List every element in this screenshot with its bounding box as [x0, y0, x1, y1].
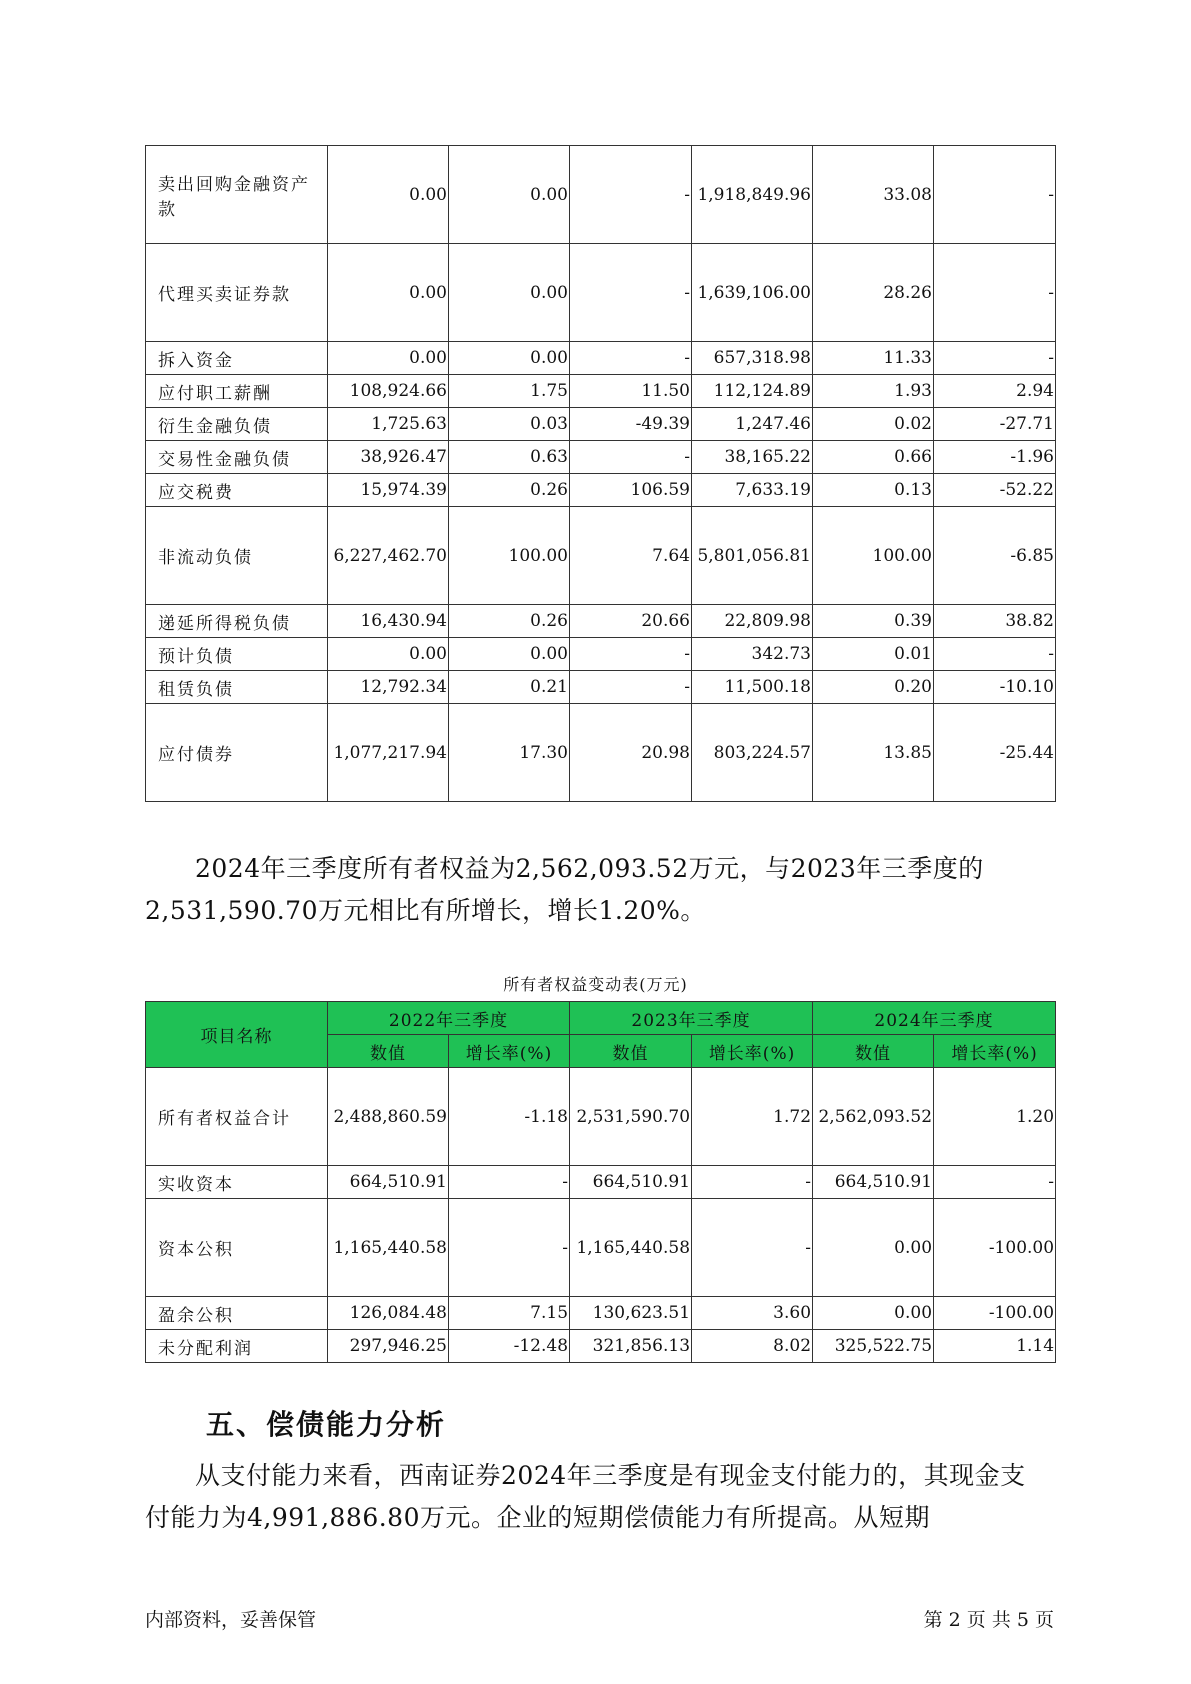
table-cell: 1,918,849.96 — [692, 146, 813, 244]
table-cell: 0.66 — [813, 441, 934, 474]
table-row — [146, 408, 1056, 441]
table-cell: 1.93 — [813, 375, 934, 408]
footer-note: 内部资料，妥善保管 — [145, 1609, 317, 1631]
table-cell: 3.60 — [692, 1297, 813, 1330]
table-cell: 0.01 — [813, 638, 934, 671]
header-row — [146, 1002, 1056, 1035]
table-cell: - — [570, 441, 692, 474]
table-cell: 321,856.13 — [570, 1330, 692, 1363]
table-cell: - — [449, 1166, 570, 1199]
table-row — [146, 605, 1056, 638]
table-cell: 0.00 — [449, 244, 570, 342]
table-cell: 130,623.51 — [570, 1297, 692, 1330]
table-cell: - — [934, 342, 1056, 375]
table-row — [146, 1330, 1056, 1363]
table-cell: -6.85 — [934, 507, 1056, 605]
table-cell: 20.98 — [570, 704, 692, 802]
table-cell: 0.00 — [813, 1199, 934, 1297]
equity-table — [145, 1001, 1056, 1363]
table-cell: 0.00 — [328, 638, 449, 671]
table-cell: 22,809.98 — [692, 605, 813, 638]
table-cell: - — [934, 1166, 1056, 1199]
table-cell: 11.50 — [570, 375, 692, 408]
table-cell: - — [449, 1199, 570, 1297]
table-cell: 1,725.63 — [328, 408, 449, 441]
table-cell: 38.82 — [934, 605, 1056, 638]
table-cell: 11.33 — [813, 342, 934, 375]
table-cell: 108,924.66 — [328, 375, 449, 408]
table-cell: 1,247.46 — [692, 408, 813, 441]
table-row — [146, 507, 1056, 605]
table-cell: 20.66 — [570, 605, 692, 638]
header-value: 数值 — [328, 1035, 449, 1068]
table-cell: 664,510.91 — [813, 1166, 934, 1199]
table-row — [146, 244, 1056, 342]
table-cell: - — [692, 1166, 813, 1199]
table-row — [146, 704, 1056, 802]
table-cell: 2.94 — [934, 375, 1056, 408]
row-label: 应付债券 — [146, 704, 328, 802]
table-cell: 0.20 — [813, 671, 934, 704]
table-row — [146, 474, 1056, 507]
table-cell: 657,318.98 — [692, 342, 813, 375]
table-cell: 0.13 — [813, 474, 934, 507]
table-cell: - — [570, 342, 692, 375]
table-cell: 1.75 — [449, 375, 570, 408]
header-period: 2024年三季度 — [813, 1002, 1056, 1035]
table-row — [146, 1199, 1056, 1297]
table-cell: - — [570, 671, 692, 704]
table-cell: -12.48 — [449, 1330, 570, 1363]
row-label: 卖出回购金融资产款 — [146, 146, 328, 244]
table-cell: 0.00 — [328, 342, 449, 375]
table-cell: 1,165,440.58 — [570, 1199, 692, 1297]
row-label: 交易性金融负债 — [146, 441, 328, 474]
table-cell: 0.63 — [449, 441, 570, 474]
table-cell: 325,522.75 — [813, 1330, 934, 1363]
table-cell: 7,633.19 — [692, 474, 813, 507]
table-cell: 803,224.57 — [692, 704, 813, 802]
row-label: 所有者权益合计 — [146, 1068, 328, 1166]
table-cell: 0.02 — [813, 408, 934, 441]
table-cell: 0.00 — [813, 1297, 934, 1330]
table-cell: 0.21 — [449, 671, 570, 704]
table-cell: - — [570, 638, 692, 671]
row-label: 拆入资金 — [146, 342, 328, 375]
table-cell: 11,500.18 — [692, 671, 813, 704]
page-number: 第 2 页 共 5 页 — [923, 1609, 1054, 1631]
table-row — [146, 638, 1056, 671]
row-label: 盈余公积 — [146, 1297, 328, 1330]
header-period: 2022年三季度 — [328, 1002, 570, 1035]
table-cell: 7.15 — [449, 1297, 570, 1330]
table-row — [146, 1297, 1056, 1330]
header-value: 数值 — [813, 1035, 934, 1068]
header-rate: 增长率(%) — [449, 1035, 570, 1068]
table-cell: 6,227,462.70 — [328, 507, 449, 605]
table-cell: - — [934, 146, 1056, 244]
table-cell: 38,926.47 — [328, 441, 449, 474]
table-cell: 12,792.34 — [328, 671, 449, 704]
row-label: 预计负债 — [146, 638, 328, 671]
table-cell: 16,430.94 — [328, 605, 449, 638]
table-cell: 2,562,093.52 — [813, 1068, 934, 1166]
table-cell: -1.18 — [449, 1068, 570, 1166]
row-label: 租赁负债 — [146, 671, 328, 704]
table-cell: 2,531,590.70 — [570, 1068, 692, 1166]
table-cell: 0.39 — [813, 605, 934, 638]
table-cell: 0.03 — [449, 408, 570, 441]
table-cell: 126,084.48 — [328, 1297, 449, 1330]
table-cell: -100.00 — [934, 1199, 1056, 1297]
table-cell: 1,077,217.94 — [328, 704, 449, 802]
table-cell: 664,510.91 — [570, 1166, 692, 1199]
table-cell: 7.64 — [570, 507, 692, 605]
header-value: 数值 — [570, 1035, 692, 1068]
table-cell: -1.96 — [934, 441, 1056, 474]
table-cell: 33.08 — [813, 146, 934, 244]
table-cell: 100.00 — [449, 507, 570, 605]
table-cell: 2,488,860.59 — [328, 1068, 449, 1166]
table-row — [146, 1068, 1056, 1166]
table-cell: -52.22 — [934, 474, 1056, 507]
table-cell: -49.39 — [570, 408, 692, 441]
row-label: 代理买卖证券款 — [146, 244, 328, 342]
table-cell: 8.02 — [692, 1330, 813, 1363]
table-cell: 5,801,056.81 — [692, 507, 813, 605]
table-cell: 664,510.91 — [328, 1166, 449, 1199]
table-cell: 1,639,106.00 — [692, 244, 813, 342]
table-row — [146, 375, 1056, 408]
header-rate: 增长率(%) — [934, 1035, 1056, 1068]
table-cell: 1.72 — [692, 1068, 813, 1166]
table-cell: 0.00 — [328, 244, 449, 342]
table-row — [146, 441, 1056, 474]
row-label: 未分配利润 — [146, 1330, 328, 1363]
table-cell: - — [934, 244, 1056, 342]
row-label: 递延所得税负债 — [146, 605, 328, 638]
table-cell: 100.00 — [813, 507, 934, 605]
table-cell: 0.00 — [328, 146, 449, 244]
liabilities-table — [145, 145, 1056, 802]
table-cell: 106.59 — [570, 474, 692, 507]
table-cell: -27.71 — [934, 408, 1056, 441]
table-row — [146, 1166, 1056, 1199]
table-cell: 13.85 — [813, 704, 934, 802]
row-label: 衍生金融负债 — [146, 408, 328, 441]
table-cell: 342.73 — [692, 638, 813, 671]
table-row — [146, 146, 1056, 244]
table-caption: 所有者权益变动表(万元) — [503, 975, 688, 994]
header-period: 2023年三季度 — [570, 1002, 813, 1035]
table-cell: 28.26 — [813, 244, 934, 342]
table-cell: -10.10 — [934, 671, 1056, 704]
table-cell: 17.30 — [449, 704, 570, 802]
table-cell: - — [934, 638, 1056, 671]
table-cell: 0.00 — [449, 638, 570, 671]
row-label: 应付职工薪酬 — [146, 375, 328, 408]
table-cell: 297,946.25 — [328, 1330, 449, 1363]
table-cell: 0.00 — [449, 342, 570, 375]
row-label: 应交税费 — [146, 474, 328, 507]
table-cell: - — [692, 1199, 813, 1297]
table-cell: - — [570, 146, 692, 244]
table-cell: 1.20 — [934, 1068, 1056, 1166]
row-label: 实收资本 — [146, 1166, 328, 1199]
table-cell: 1.14 — [934, 1330, 1056, 1363]
table-cell: 0.26 — [449, 605, 570, 638]
header-rate: 增长率(%) — [692, 1035, 813, 1068]
equity-paragraph: 2024年三季度所有者权益为2,562,093.52万元，与2023年三季度的2,531,590.70万元相比有所增长，增长1.20%。 — [145, 854, 984, 925]
table-row — [146, 342, 1056, 375]
table-cell: 0.00 — [449, 146, 570, 244]
table-cell: -100.00 — [934, 1297, 1056, 1330]
table-row — [146, 671, 1056, 704]
header-item: 项目名称 — [146, 1002, 328, 1068]
row-label: 非流动负债 — [146, 507, 328, 605]
table-cell: 1,165,440.58 — [328, 1199, 449, 1297]
table-cell: -25.44 — [934, 704, 1056, 802]
table-cell: - — [570, 244, 692, 342]
table-cell: 15,974.39 — [328, 474, 449, 507]
solvency-paragraph: 从支付能力来看，西南证券2024年三季度是有现金支付能力的，其现金支付能力为4,991,886.80万元。企业的短期偿债能力有所提高。从短期 — [145, 1461, 1026, 1532]
table-cell: 0.26 — [449, 474, 570, 507]
table-cell: 112,124.89 — [692, 375, 813, 408]
row-label: 资本公积 — [146, 1199, 328, 1297]
section-heading: 五、偿债能力分析 — [206, 1408, 447, 1441]
table-cell: 38,165.22 — [692, 441, 813, 474]
